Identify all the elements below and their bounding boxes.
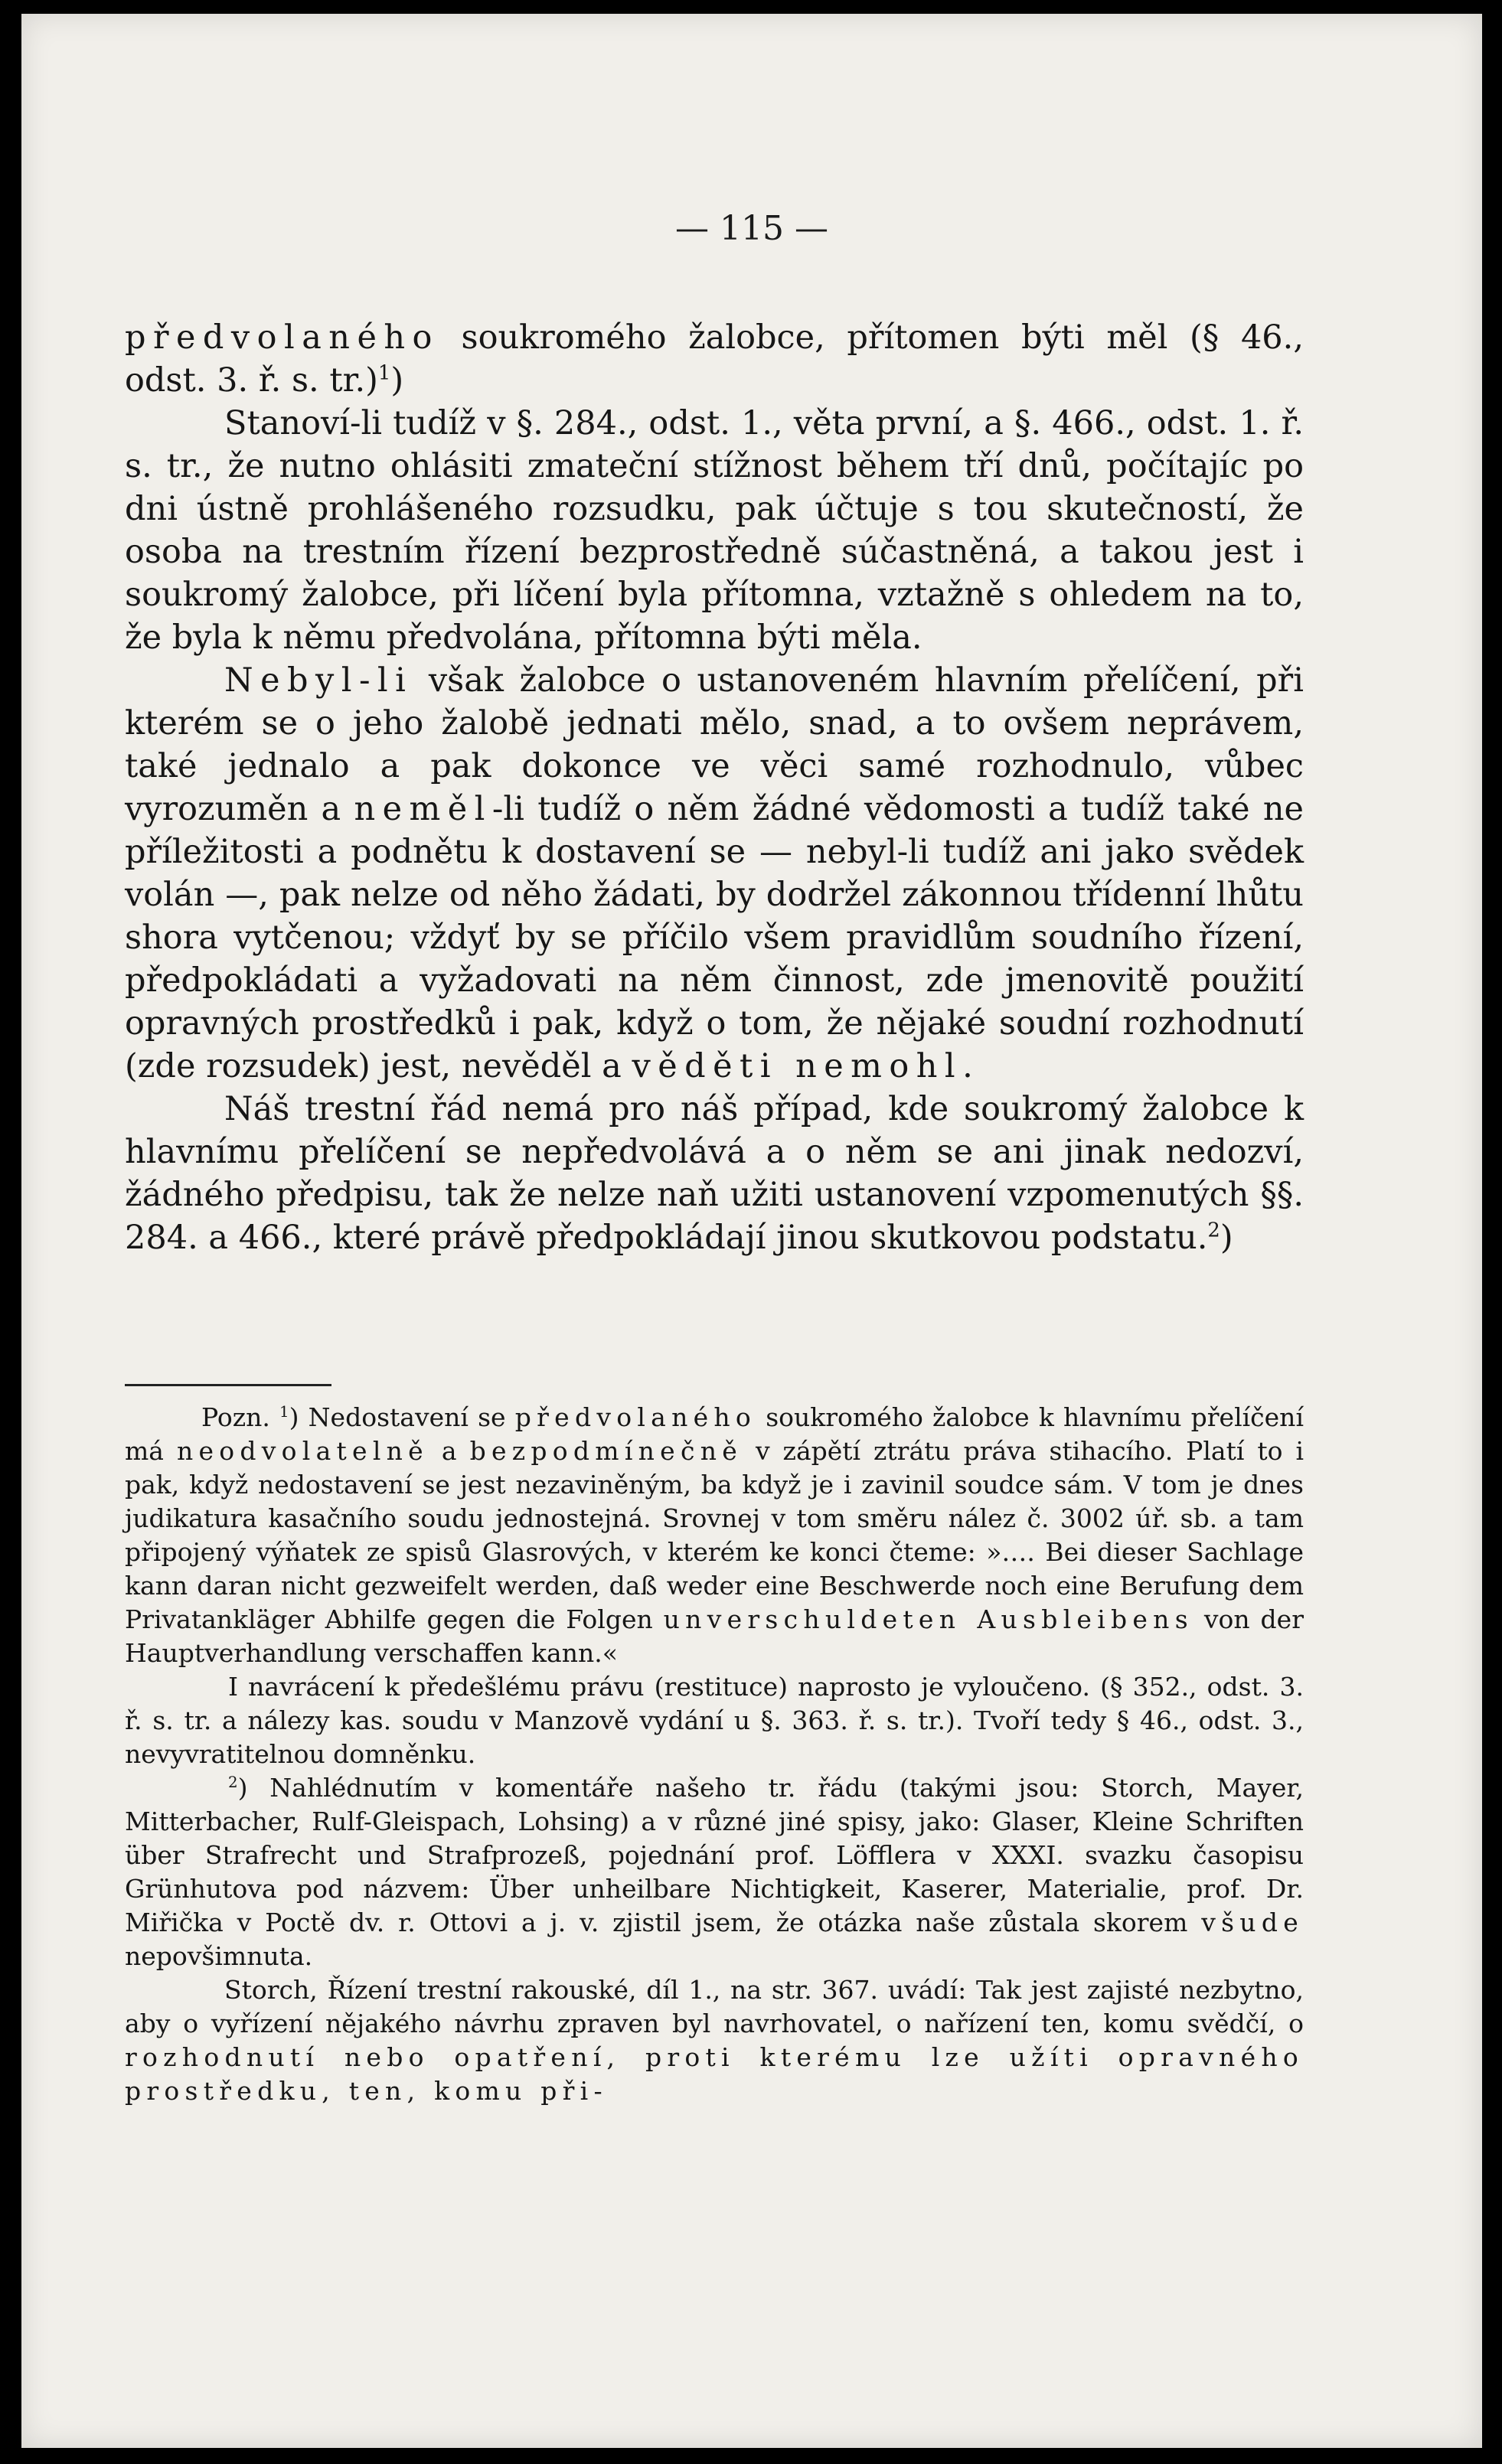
spaced-word: předvolaného <box>514 1402 757 1432</box>
paragraph-text: ) <box>390 361 404 400</box>
paragraph-text: však žalobce o ustanoveném hlavním přelíčení, při kterém se o jeho žalobě jednati mělo, snad, a to ovšem neprávem, také jednalo a pak dokonce ve věci samé rozhodnulo, vůbec vyrozuměn a <box>125 661 1304 828</box>
spaced-word: neměl <box>354 790 492 828</box>
footnote-text: soukromého žalobce k hlavnímu přelíčení má <box>125 1402 1304 1466</box>
paragraph-2: Stanoví-li tudíž v §. 284., odst. 1., věta první, a §. 466., odst. 1. ř. s. tr., že nutno ohlásiti zmateční stížnost během tří dnů, počítajíc po dni ústně prohlášeného rozsudku, pak účtuje s tou skutečností, že osoba na trestním řízení bezprostředně súčastněná, a takou jest i soukromý žalobce, při líčení byla přítomna, vztažně s ohledem na to, že byla k němu předvolána, přítomna býti měla. <box>125 404 1304 657</box>
footnotes <box>125 1401 1304 2108</box>
spaced-word: věděti nemohl <box>632 1047 963 1085</box>
paragraph-3 <box>125 659 1304 1088</box>
footnote-text: a <box>428 1436 470 1466</box>
footnote-text: v zápětí ztrátu práva stihacího. Platí to i pak, když nedostavení se jest nezaviněným, ba když je i zavinil soudce sám. V tom je dnes judikatura kasačního soudu jednostejná. Srovnej v tom směru nález č. 3002 úř. sb. a tam připojený výňatek ze spisů Glasrových, v kterém ke konci čteme: »…. Bei dieser Sachlage kann daran nicht gezweifelt werden, daß weder eine Beschwerde noch eine Berufung dem Privatankläger Abhilfe gegen die Folgen <box>125 1436 1304 1634</box>
spaced-word: Nebyl-li <box>224 661 413 700</box>
spaced-word: bezpodmínečně <box>469 1436 743 1466</box>
footnote-2 <box>125 1771 1304 1973</box>
paragraph-4 <box>125 1088 1304 1259</box>
spaced-word: rozhodnutí nebo opatření, proti kterému lze užíti opravného prostředku, ten, komu při- <box>125 2042 1304 2106</box>
spaced-word: neodvolatelně <box>176 1436 429 1466</box>
spaced-word: unverschuldeten Ausbleibens <box>663 1604 1193 1634</box>
main-text <box>125 316 1304 1259</box>
footnote-mark-1: 1 <box>279 1403 289 1421</box>
document-page <box>21 14 1482 2448</box>
footnote-2-continued <box>125 1973 1304 2108</box>
footnote-text: Pozn. <box>201 1402 280 1432</box>
page-number: — 115 — <box>675 209 828 248</box>
footnote-text: ) Nahlédnutím v komentáře našeho tr. řádu (takými jsou: Storch, Mayer, Mitterbacher, Rulf-Gleispach, Lohsing) a v různé jiné spisy, jako: Glaser, Kleine Schriften über Strafrecht und Strafprozeß, pojednání prof. Löfflera v XXXI. svazku časopisu Grünhutova pod názvem: Über unheilbare Nichtigkeit, Kaserer, Materialie, prof. Dr. Miřička v Poctě dv. r. Ottovi a j. v. zjistil jsem, že otázka naše zůstala skorem <box>125 1773 1304 1937</box>
footnote-divider <box>125 1384 331 1386</box>
footnote-ref-1: 1 <box>377 361 391 385</box>
paragraph-text: -li tudíž o něm žádné vědomosti a tudíž také ne příležitosti a podnětu k dostavení se — nebyl-li tudíž ani jako svědek volán —, pak nelze od něho žádati, by dodržel zákonnou třídenní lhůtu shora vytčenou; vždyť by se příčilo všem pravidlům soudního řízení, předpokládati a vyžadovati na něm činnost, zde jmenovitě použití opravných prostředků i pak, když o tom, že nějaké soudní rozhodnutí (zde rozsudek) jest, nevěděl a <box>125 790 1304 1085</box>
footnote-1 <box>125 1401 1304 1670</box>
spaced-word: všude <box>1201 1908 1304 1937</box>
paragraph-text: ) <box>1220 1219 1233 1257</box>
spaced-word: předvolaného <box>125 318 439 357</box>
footnote-ref-2: 2 <box>1207 1219 1220 1242</box>
footnote-1-continued: I navrácení k předešlému právu (restituce) naprosto je vyloučeno. (§ 352., odst. 3. ř. s. tr. a nálezy kas. soudu v Manzově vydání u §. 363. ř. s. tr.). Tvoří tedy § 46., odst. 3., nevyvratitelnou domněnku. <box>125 1672 1304 1769</box>
footnote-text: ) Nedostavení se <box>289 1402 515 1432</box>
footnote-mark-2: 2 <box>228 1774 238 1791</box>
paragraph-text: . <box>962 1047 973 1085</box>
footnote-text: nepovšimnuta. <box>125 1941 313 1971</box>
paragraph-1 <box>125 316 1304 402</box>
paragraph-text: Náš trestní řád nemá pro náš případ, kde soukromý žalobce k hlavnímu přelíčení se nepředvolává a o něm se ani jinak nedozví, žádného předpisu, tak že nelze naň užiti ustanovení vzpomenutých §§. 284. a 466., které právě předpokládají jinou skutkovou podstatu. <box>125 1090 1304 1257</box>
paragraph-text: soukromého žalobce, přítomen býti měl (§ 46., odst. 3. ř. s. tr.) <box>125 318 1304 400</box>
footnote-text: Storch, Řízení trestní rakouské, díl 1., na str. 367. uvádí: Tak jest zajisté nezbytno, aby o vyřízení nějakého návrhu zpraven byl navrhovatel, o nařízení ten, komu svědčí, o <box>125 1975 1304 2038</box>
footnote-text: von der Hauptverhandlung verschaffen kann.« <box>125 1604 1304 1668</box>
